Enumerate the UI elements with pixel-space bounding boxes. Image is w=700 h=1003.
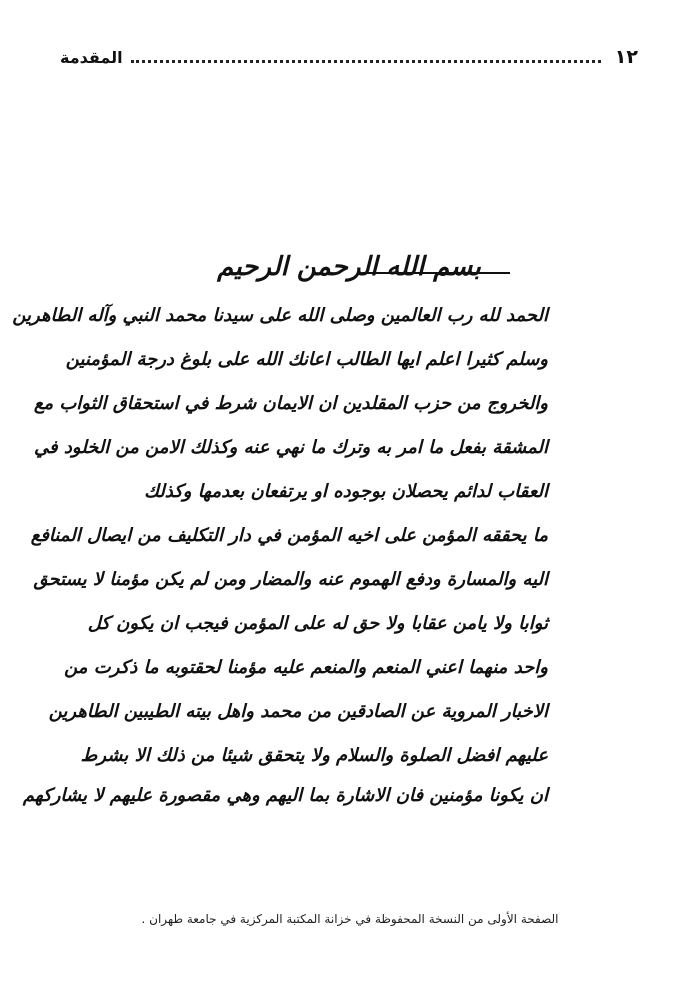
manuscript-line: ما يحققه المؤمن على اخيه المؤمن في دار التكليف من ايصال المنافع [30, 525, 548, 546]
basmala-extension-stroke [362, 272, 510, 274]
manuscript-image [12, 245, 548, 815]
manuscript-line: والخروج من حزب المقلدين ان الايمان شرط في استحقاق الثواب مع [33, 393, 548, 414]
figure-caption: الصفحة الأولى من النسخة المحفوظة في خزانة المكتبة المركزية في جامعة طهران . [141, 912, 559, 926]
manuscript-line: المشقة بفعل ما امر به وترك ما نهي عنه وكذلك الامن من الخلود في [34, 437, 548, 458]
manuscript-line: واحد منهما اعني المنعم والمنعم عليه مؤمنا لحقتوبه ما ذكرت من [64, 657, 548, 678]
section-title: المقدمة [60, 47, 123, 67]
leader-dots [131, 60, 601, 63]
manuscript-basmala: بسم الله الرحمن الرحيم [217, 252, 481, 282]
page-header [60, 44, 638, 70]
manuscript-line: العقاب لدائم يحصلان بوجوده او يرتفعان بعدمها وكذلك [144, 481, 548, 502]
manuscript-line: عليهم افضل الصلوة والسلام ولا يتحقق شيئا من ذلك الا بشرط [80, 745, 548, 766]
page-number: ١٢ [614, 46, 638, 68]
manuscript-line: وسلم كثيرا اعلم ايها الطالب اعانك الله على بلوغ درجة المؤمنين [65, 349, 548, 370]
manuscript-line: ان يكونا مؤمنين فان الاشارة بما اليهم وهي مقصورة عليهم لا يشاركهم [22, 785, 548, 806]
manuscript-line: الاخبار المروية عن الصادقين من محمد واهل بيته الطيبين الطاهرين [48, 701, 548, 722]
manuscript-line: ثوابا ولا يامن عقابا ولا حق له على المؤمن فيجب ان يكون كل [87, 613, 548, 634]
manuscript-line: اليه والمسارة ودفع الهموم عنه والمضار ومن لم يكن مؤمنا لا يستحق [33, 569, 548, 590]
manuscript-line: الحمد لله رب العالمين وصلى الله على سيدنا محمد النبي وآله الطاهرين [12, 305, 548, 326]
